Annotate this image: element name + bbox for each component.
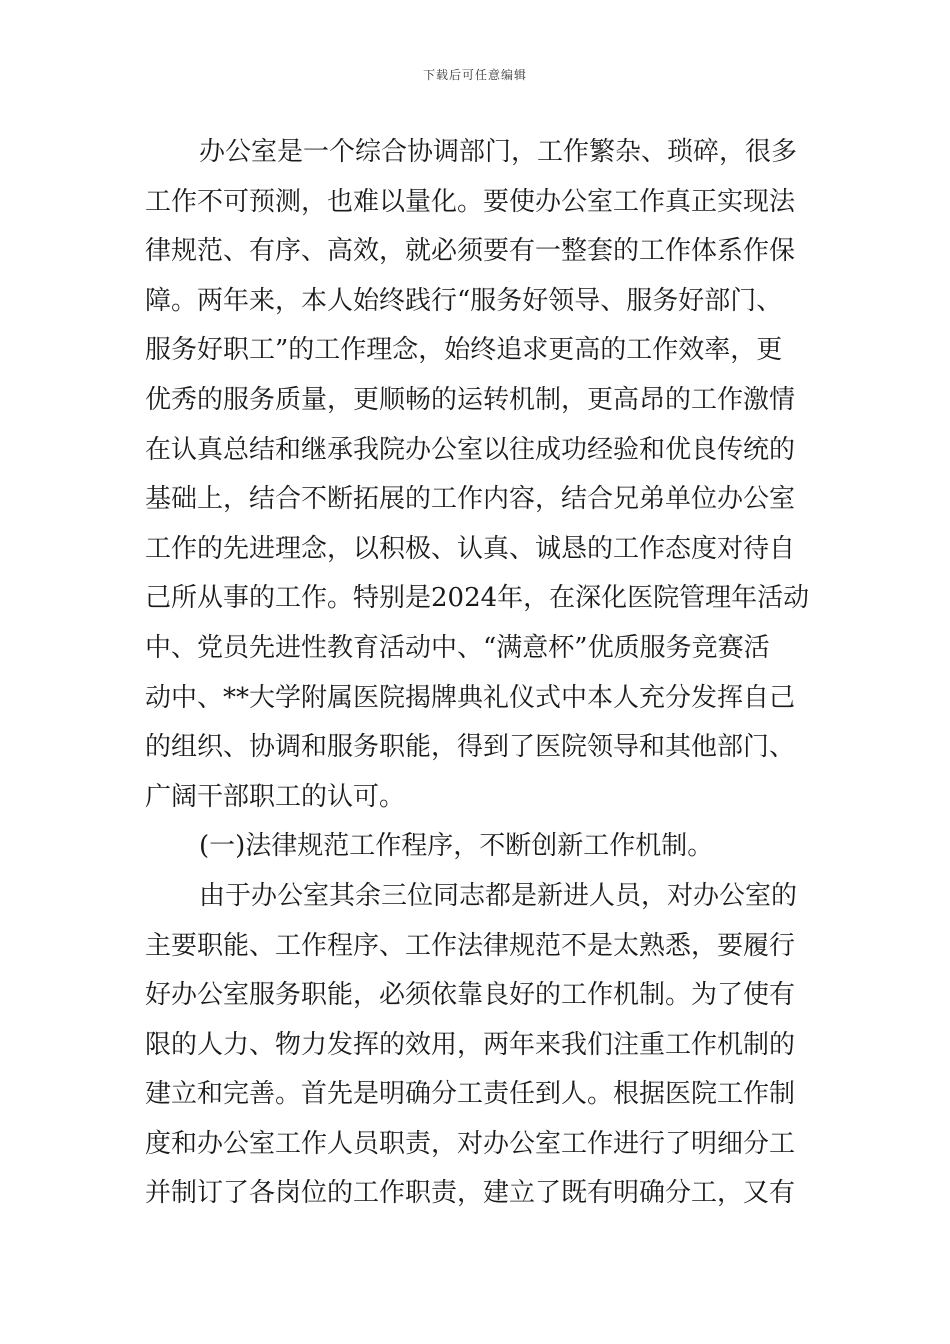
text-line: 的组织、协调和服务职能，得到了医院领导和其他部门、 [145,732,796,763]
text-line: 主要职能、工作程序、工作法律规范不是太熟悉，要履行 [145,930,796,961]
text-line: (一)法律规范工作程序，不断创新工作机制。 [199,831,714,862]
text-line: 建立和完善。首先是明确分工责任到人。根据医院工作制 [145,1079,796,1110]
text-line: 好办公室服务职能，必须依靠良好的工作机制。为了使有 [145,980,796,1011]
text-line: 工作的先进理念，以积极、认真、诚恳的工作态度对待自 [145,533,796,564]
text-line: 广阔干部职工的认可。 [145,781,406,812]
text-line: 由于办公室其余三位同志都是新进人员，对办公室的 [199,880,798,911]
text-line: 工作不可预测，也难以量化。要使办公室工作真正实现法 [145,186,796,217]
text-line: 度和办公室工作人员职责，对办公室工作进行了明细分工 [145,1128,796,1159]
document-body [145,128,810,1219]
text-line: 限的人力、物力发挥的效用，两年来我们注重工作机制的 [145,1029,796,1060]
text-line: 并制订了各岗位的工作职责，建立了既有明确分工，又有 [145,1178,796,1209]
text-line: 办公室是一个综合协调部门，工作繁杂、琐碎，很多 [199,137,798,167]
text-line: 在认真总结和继承我院办公室以往成功经验和优良传统的 [145,434,796,465]
text-line: 动中、**大学附属医院揭牌典礼仪式中本人充分发挥自己 [145,682,796,713]
text-line: 律规范、有序、高效，就必须要有一整套的工作体系作保 [145,236,796,267]
text-line: 障。两年来，本人始终践行“服务好领导、服务好部门、 [145,285,783,316]
text-line: 优秀的服务质量，更顺畅的运转机制，更高昂的工作激情 [145,384,796,415]
text-line: 己所从事的工作。特别是2024年，在深化医院管理年活动 [145,583,810,614]
text-line: 基础上，结合不断拓展的工作内容，结合兄弟单位办公室 [145,484,796,515]
text-line: 中、党员先进性教育活动中、“满意杯”优质服务竞赛活 [145,632,770,663]
text-line: 服务好职工”的工作理念，始终追求更高的工作效率，更 [145,335,783,366]
page-header-note: 下载后可任意编辑 [422,68,527,82]
